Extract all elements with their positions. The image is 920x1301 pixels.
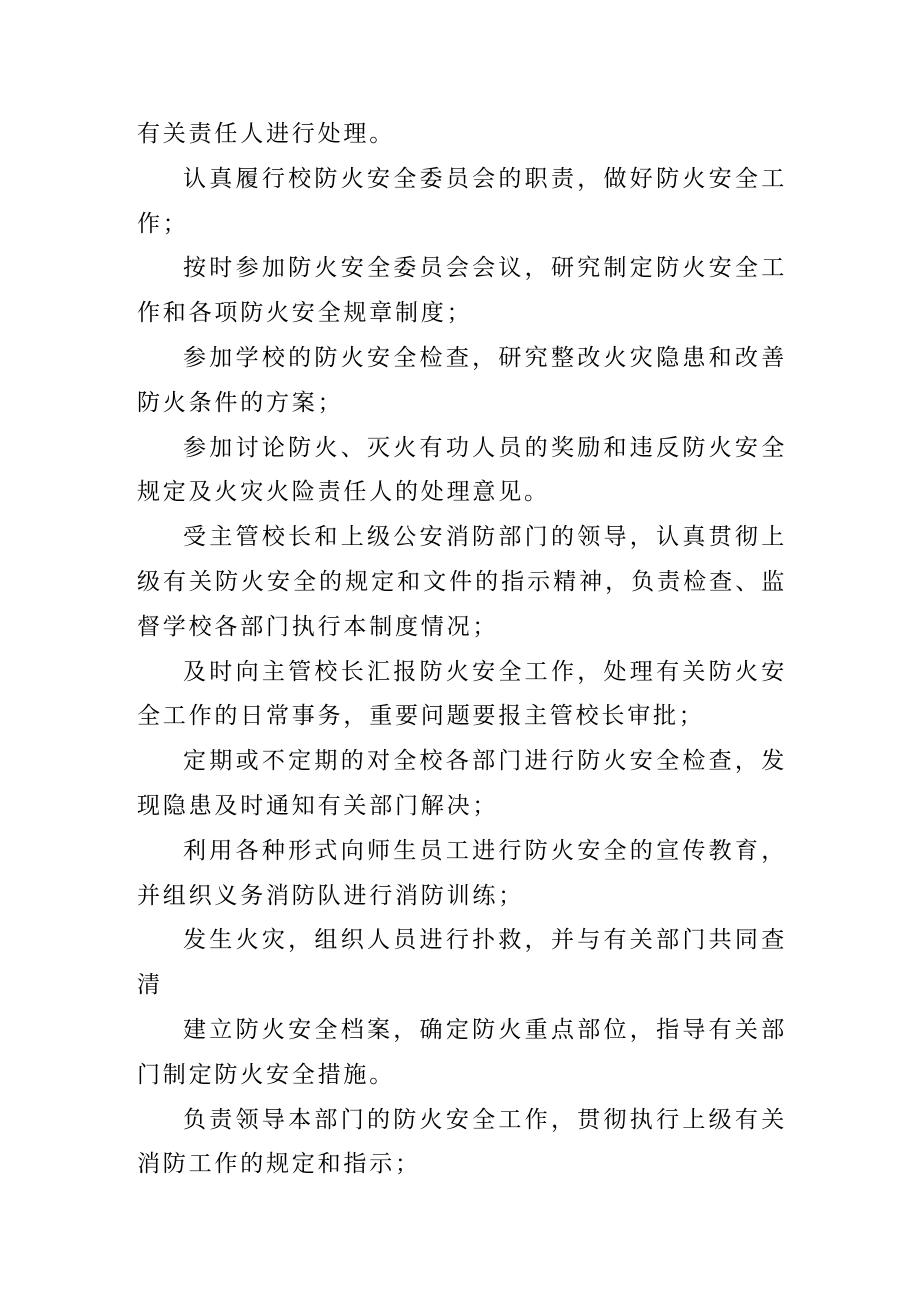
paragraph-2: 认真履行校防火安全委员会的职责，做好防火安全工作； [137, 165, 787, 237]
paragraph-8: 定期或不定期的对全校各部门进行防火安全检查，发现隐患及时通知有关部门解决； [137, 748, 787, 819]
paragraph-1: 有关责任人进行处理。 [137, 121, 395, 147]
paragraph-4: 参加学校的防火安全检查，研究整改火灾隐患和改善防火条件的方案； [137, 344, 787, 416]
paragraph-10: 发生火灾，组织人员进行扑救，并与有关部门共同查清 [137, 927, 787, 999]
paragraph-11: 建立防火安全档案，确定防火重点部位，指导有关部门制定防火安全措施。 [137, 1016, 787, 1088]
document-body [137, 112, 787, 1187]
paragraph-5: 参加讨论防火、灭火有功人员的奖励和违反防火安全规定及火灾火险责任人的处理意见。 [137, 434, 787, 506]
paragraph-3: 按时参加防火安全委员会会议，研究制定防火安全工作和各项防火安全规章制度； [137, 255, 787, 327]
paragraph-12: 负责领导本部门的防火安全工作，贯彻执行上级有关消防工作的规定和指示； [137, 1106, 787, 1178]
paragraph-6: 受主管校长和上级公安消防部门的领导，认真贯彻上级有关防火安全的规定和文件的指示精神，负责检查、监督学校各部门执行本制度情况； [137, 524, 787, 640]
paragraph-7: 及时向主管校长汇报防火安全工作，处理有关防火安全工作的日常事务，重要问题要报主管校长审批； [137, 658, 787, 730]
paragraph-9: 利用各种形式向师生员工进行防火安全的宣传教育，并组织义务消防队进行消防训练； [137, 837, 787, 909]
